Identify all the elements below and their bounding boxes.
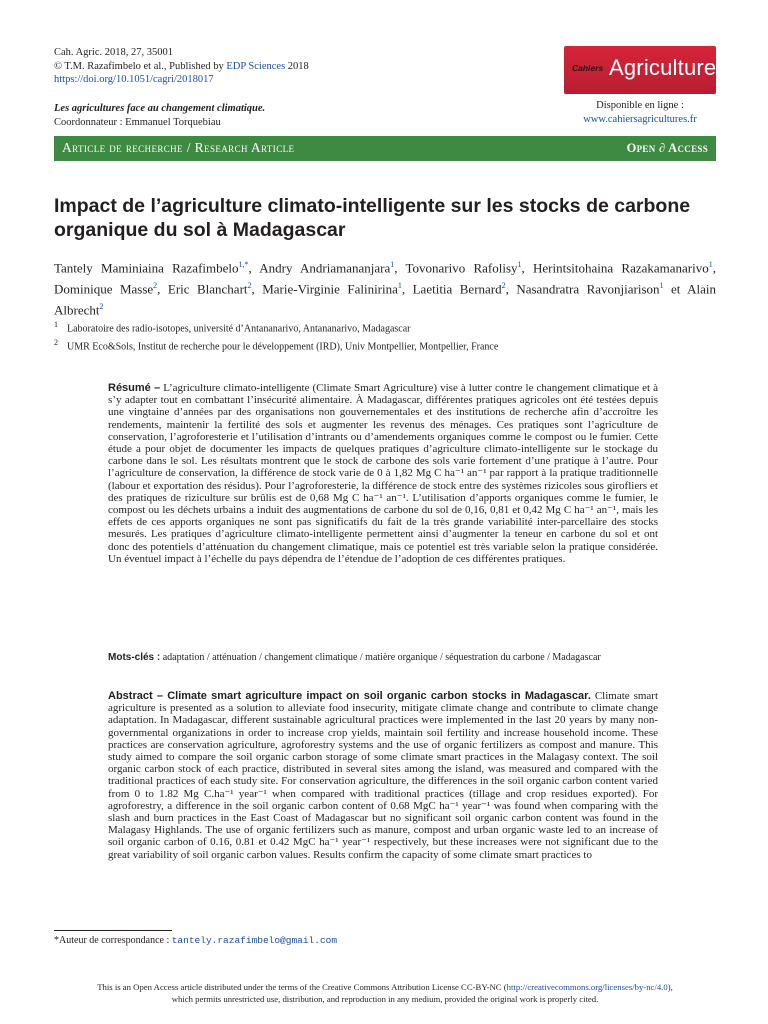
keywords-block (108, 652, 658, 664)
author-name: Dominique Masse (54, 281, 154, 297)
journal-website-link[interactable]: www.cahiersagricultures.fr (583, 113, 697, 125)
license-line-2: which permits unrestricted use, distribution, and reproduction in any medium, provided the original work is properly cited. (171, 994, 599, 1004)
keywords-text: adaptation / atténuation / changement climatique / matière organique / séquestration du carbone / Madagascar (162, 652, 601, 663)
author-separator: , (251, 281, 263, 297)
author-affiliation-marker[interactable]: 2 (501, 280, 506, 290)
author-name: Laetitia Bernard (412, 281, 502, 297)
corresponding-email-link[interactable]: tantely.razafimbelo@gmail.com (171, 935, 338, 946)
affiliation-number: 1 (54, 320, 58, 329)
keywords-label: Mots-clés : (108, 652, 161, 663)
journal-logo (564, 46, 728, 94)
online-label: Disponible en ligne : (596, 100, 684, 111)
author-name: Alain Albrecht (54, 281, 716, 317)
abstract-block (108, 690, 658, 861)
abstract-label: Abstract – Climate smart agriculture impact on soil organic carbon stocks in Madagascar. (108, 690, 591, 702)
affiliation-number: 2 (54, 338, 58, 348)
resume-label: Résumé – (108, 382, 161, 394)
author-affiliation-marker[interactable]: 2 (247, 280, 252, 290)
author-affiliation-marker[interactable]: 1 (659, 280, 664, 290)
affiliation-item (54, 336, 716, 354)
author-name: Tovonarivo Rafolisy (405, 260, 518, 276)
doi-link[interactable]: https://doi.org/10.1051/cagri/2018017 (54, 74, 214, 85)
license-statement: This is an Open Access article distributed under the terms of the Creative Commons Attribution License CC-BY-NC (http://creativecommons.org/licenses/by-nc/4.0), which permits unrestricted use, distribution, and reproduction in any medium, provided the original work is properly cited. (54, 981, 716, 1005)
author-list (54, 256, 716, 318)
author-affiliation-marker[interactable]: 1,* (238, 260, 249, 269)
author-separator: , (712, 260, 716, 276)
author-affiliation-marker[interactable]: 2 (153, 280, 158, 290)
affiliation-text: UMR Eco&Sols, Institut de recherche pour le développement (IRD), Univ Montpellier, Montpellier, France (67, 341, 499, 353)
abstract-text: Climate smart agriculture is presented as a solution to alleviate food insecurity, mitigate climate change and contribute to climate change adaptation. In Madagascar, different sustainable agricultural practices were implemented in the last 20 years by many non-governmental organizations in order to increase crop yields, maintain soil fertility and increase household income. These practices are conservation agriculture, agroforestry systems and the use of organic fertilizers as compost and manure. This study aimed to compare the soil organic carbon storage of some climate smart practices in the Malagasy context. The soil organic carbon stock of each practice, distributed in several sites among the island, was measured and compared with the traditional practices of each study site. For conservation agriculture, the differences in the soil organic carbon content varied from 0 to 1.82 Mg C.ha⁻¹ year⁻¹ when compared with traditional practices (tillage and crop residues exported). For agroforestry, a difference in the soil organic carbon content of 0.68 MgC ha⁻¹ year⁻¹ was found when comparing with the slash and burn practices in the East Coast of Madagascar but no significant soil organic carbon content was found in the Malagasy Highlands. The use of organic fertilizers such as manure, compost and urban organic waste led to an increase of soil organic carbon of 0.16, 0.81 et 0.42 MgC ha⁻¹ year⁻¹ respectively, but these increases were not significant due to the great variability of soil organic carbon values. Results confirm the capacity of some climate smart practices to (108, 690, 659, 861)
journal-citation: Cah. Agric. 2018, 27, 35001 (54, 47, 173, 58)
online-availability (560, 99, 720, 126)
affiliation-text: Laboratoire des radio-isotopes, université d’Antananarivo, Antananarivo, Madagascar (67, 323, 411, 335)
author-separator: , (394, 260, 406, 276)
author-name: Marie-Virginie Falinirina (262, 281, 398, 297)
article-type-label: Article de recherche / Research Article (62, 140, 295, 155)
author-name: Herintsitohaina Razakamanarivo (533, 260, 709, 276)
author-separator: , (505, 281, 517, 297)
resume-text: L’agriculture climato-intelligente (Climate Smart Agriculture) vise à lutter contre le changement climatique et à s’y adapter tout en combattant l’insécurité alimentaire. À Madagascar, différentes pratiques agricoles ont été testées depuis une vingtaine d’années par des organisations non gouvernementales et des institutions de recherche afin d’accroître les rendements, maintenir la fertilité des sols et augmenter les revenus des ménages. Ces pratiques sont l’agriculture de conservation, l’agroforesterie et l’utilisation d’intrants ou d’amendements organiques comme le compost ou le fumier. Cette étude a pour objet de documenter les impacts de quelques pratiques d’agriculture climato-intelligente sur le stockage du carbone dans le sol. Les résultats montrent que le stock de carbone des sols varie fortement d’une pratique à l’autre. Pour l’agriculture de conservation, la différence de stock varie de 0 à 1,82 Mg C ha⁻¹ an⁻¹ par rapport à la pratique traditionnelle (labour et exportation des résidus). Pour l’agroforesterie, la différence de stock entre des systèmes rizicoles sous girofliers et des pratiques de riziculture sur brûlis est de 0,68 Mg C ha⁻¹ an⁻¹. L’utilisation d’apports organiques comme le fumier, le compost ou les déchets urbains a induit des augmentations de carbone du sol de 0,16, 0,81 et 0,42 Mg C ha⁻¹ an⁻¹, mais les effets de ces apports organiques ne sont pas significatifs du fait de la très grande variabilité inter-parcellaire des stocks mesurés. Les pratiques d’agriculture climato-intelligente permettent ainsi d’augmenter la teneur en carbone du sol et ont donc des potentiels d’atténuation du changement climatique, mais ce potentiel est très variable selon la pratique considérée. Un éventuel impact à l’échelle du pays dépendra de l’étendue de l’adoption de ces différentes pratiques. (108, 382, 658, 565)
author-separator: , (157, 281, 168, 297)
series-title: Les agricultures face au changement climatique. (54, 103, 266, 114)
author-name: Tantely Maminiaina Razafimbelo (54, 260, 239, 276)
copyright-line: © T.M. Razafimbelo et al., Published by EDP Sciences 2018 (54, 60, 309, 72)
article-title: Impact de l’agriculture climato-intelligente sur les stocks de carbone organique du sol à Madagascar (54, 195, 691, 241)
author-separator: et (663, 281, 688, 297)
author-affiliation-marker[interactable]: 2 (99, 301, 104, 311)
thematic-series (54, 102, 265, 129)
article-type-bar (54, 136, 716, 161)
license-link[interactable]: http://creativecommons.org/licenses/by-nc/4.0 (506, 982, 668, 992)
author-name: Andry Andriamananjara (259, 260, 391, 276)
author-name: Eric Blanchart (167, 281, 248, 297)
corresponding-author-note (54, 935, 337, 946)
publisher-link[interactable]: EDP Sciences (226, 60, 286, 72)
logo-big-text: Agricultures (609, 55, 728, 80)
logo-small-text: Cahiers (572, 63, 604, 73)
affiliation-list (54, 318, 716, 355)
author-affiliation-marker[interactable]: 1 (390, 260, 395, 269)
series-coordinator: Coordonnateur : Emmanuel Torquebiau (54, 116, 221, 128)
affiliation-item (54, 318, 716, 336)
footnote-rule (54, 930, 172, 931)
author-affiliation-marker[interactable]: 1 (517, 260, 522, 269)
author-separator: , (521, 260, 534, 276)
author-name: Nasandratra Ravonjiarison (516, 281, 660, 297)
author-separator: , (401, 281, 413, 297)
resume-block (108, 382, 658, 565)
author-separator: , (248, 260, 260, 276)
author-affiliation-marker[interactable]: 1 (708, 260, 713, 269)
article-meta (54, 46, 309, 87)
author-affiliation-marker[interactable]: 1 (397, 280, 402, 290)
footnote-label: *Auteur de correspondance : (54, 935, 170, 946)
open-access-label: Open ∂ Access (626, 141, 708, 155)
